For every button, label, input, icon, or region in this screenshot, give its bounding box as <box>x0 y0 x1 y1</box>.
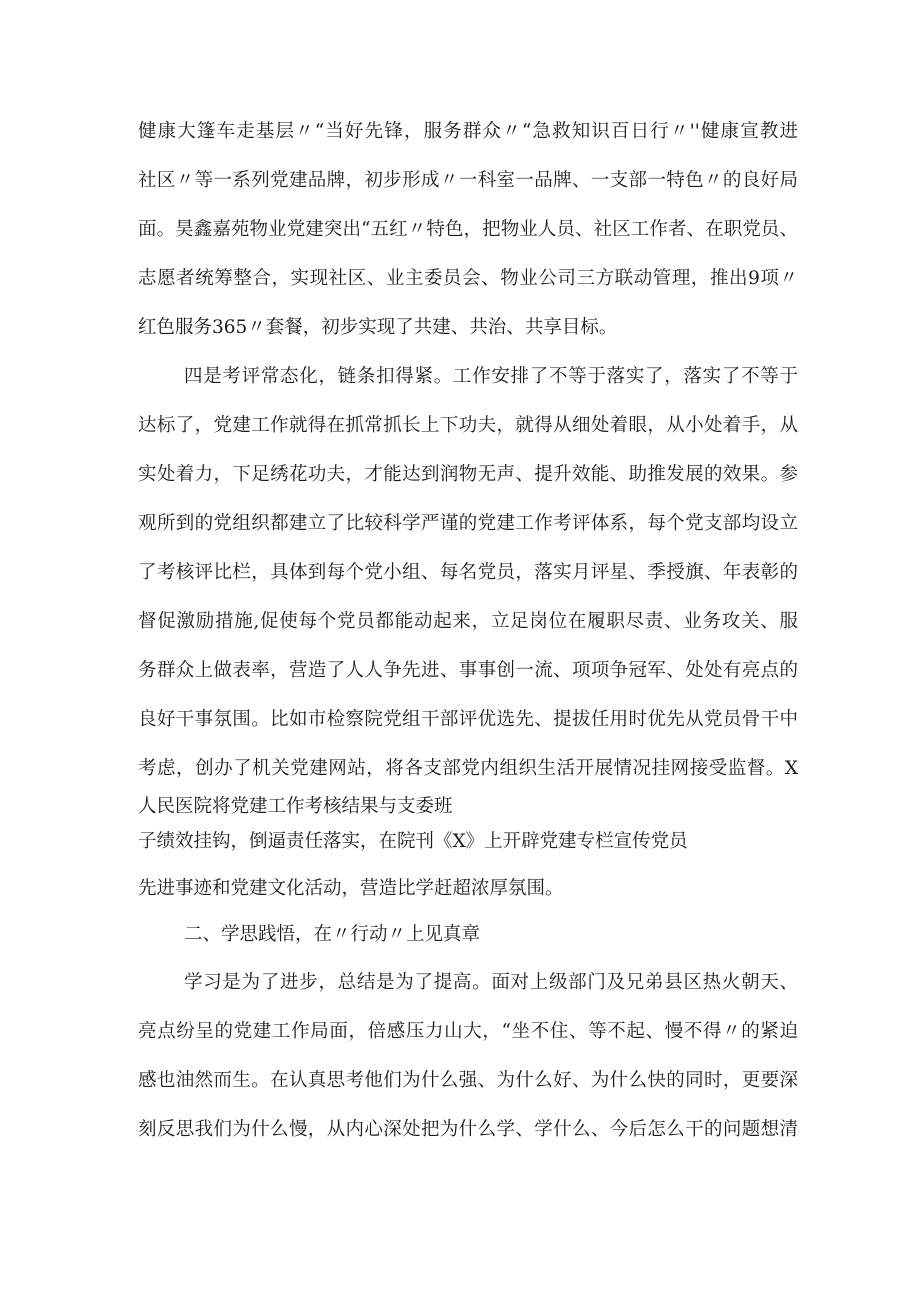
paragraph-line: 务群众上做表率，营造了人人争先进、事事创一流、项项争冠军、处处有亮点的 <box>138 660 798 681</box>
paragraph-line: 人民医院将党建工作考核结果与支委班 <box>138 796 453 817</box>
paragraph-line: 健康大篷车走基层〃“当好先锋，服务群众〃“急救知识百日行〃''健康宣教进 <box>138 121 798 142</box>
paragraph-line: 观所到的党组织都建立了比较科学严谨的党建工作考评体系，每个党支部均设立 <box>138 513 798 534</box>
paragraph-line: 红色服务365〃套餐，初步实现了共建、共治、共享目标。 <box>138 317 618 338</box>
paragraph-line: 督促激励措施,促使每个党员都能动起来，立足岗位在履职尽责、业务攻关、服 <box>138 611 798 632</box>
paragraph-line: 面。昊鑫嘉苑物业党建突出“五红〃特色，把物业人员、社区工作者、在职党员、 <box>138 219 798 240</box>
paragraph-line: 学习是为了进步，总结是为了提高。面对上级部门及兄弟县区热火朝天、 <box>184 972 798 993</box>
paragraph-line: 志愿者统筹整合，实现社区、业主委员会、物业公司三方联动管理，推出9项〃 <box>138 268 798 289</box>
paragraph-line: 子绩效挂钩，倒逼责任落实，在院刊《X》上开辟党建专栏宣传党员 <box>138 831 688 852</box>
paragraph-line: 良好干事氛围。比如市检察院党组干部评优选先、提拔任用时优先从党员骨干中 <box>138 709 798 730</box>
section-heading: 二、学思践悟，在〃行动〃上见真章 <box>184 924 481 945</box>
paragraph-line: 考虑，创办了机关党建网站，将各支部党内组织生活开展情况挂网接受监督。X <box>138 758 798 779</box>
paragraph-line: 了考核评比栏，具体到每个党小组、每名党员，落实月评星、季授旗、年表彰的 <box>138 562 798 583</box>
paragraph-line: 亮点纷呈的党建工作局面，倍感压力山大，“坐不住、等不起、慢不得〃的紧迫 <box>138 1021 798 1042</box>
paragraph-line: 感也油然而生。在认真思考他们为什么强、为什么好、为什么快的同时，更要深 <box>138 1070 798 1091</box>
paragraph-line: 社区〃等一系列党建品牌，初步形成〃一科室一品牌、一支部一特色〃的良好局 <box>138 170 798 191</box>
paragraph-line: 先进事迹和党建文化活动，营造比学赶超浓厚氛围。 <box>138 878 564 899</box>
paragraph-line: 刻反思我们为什么慢，从内心深处把为什么学、学什么、今后怎么干的问题想清 <box>138 1119 798 1140</box>
paragraph-line: 四是考评常态化，链条扣得紧。工作安排了不等于落实了，落实了不等于 <box>184 366 798 387</box>
paragraph-line: 实处着力，下足绣花功夫，才能达到润物无声、提升效能、助推发展的效果。参 <box>138 464 798 485</box>
paragraph-line: 达标了，党建工作就得在抓常抓长上下功夫，就得从细处着眼，从小处着手，从 <box>138 415 798 436</box>
